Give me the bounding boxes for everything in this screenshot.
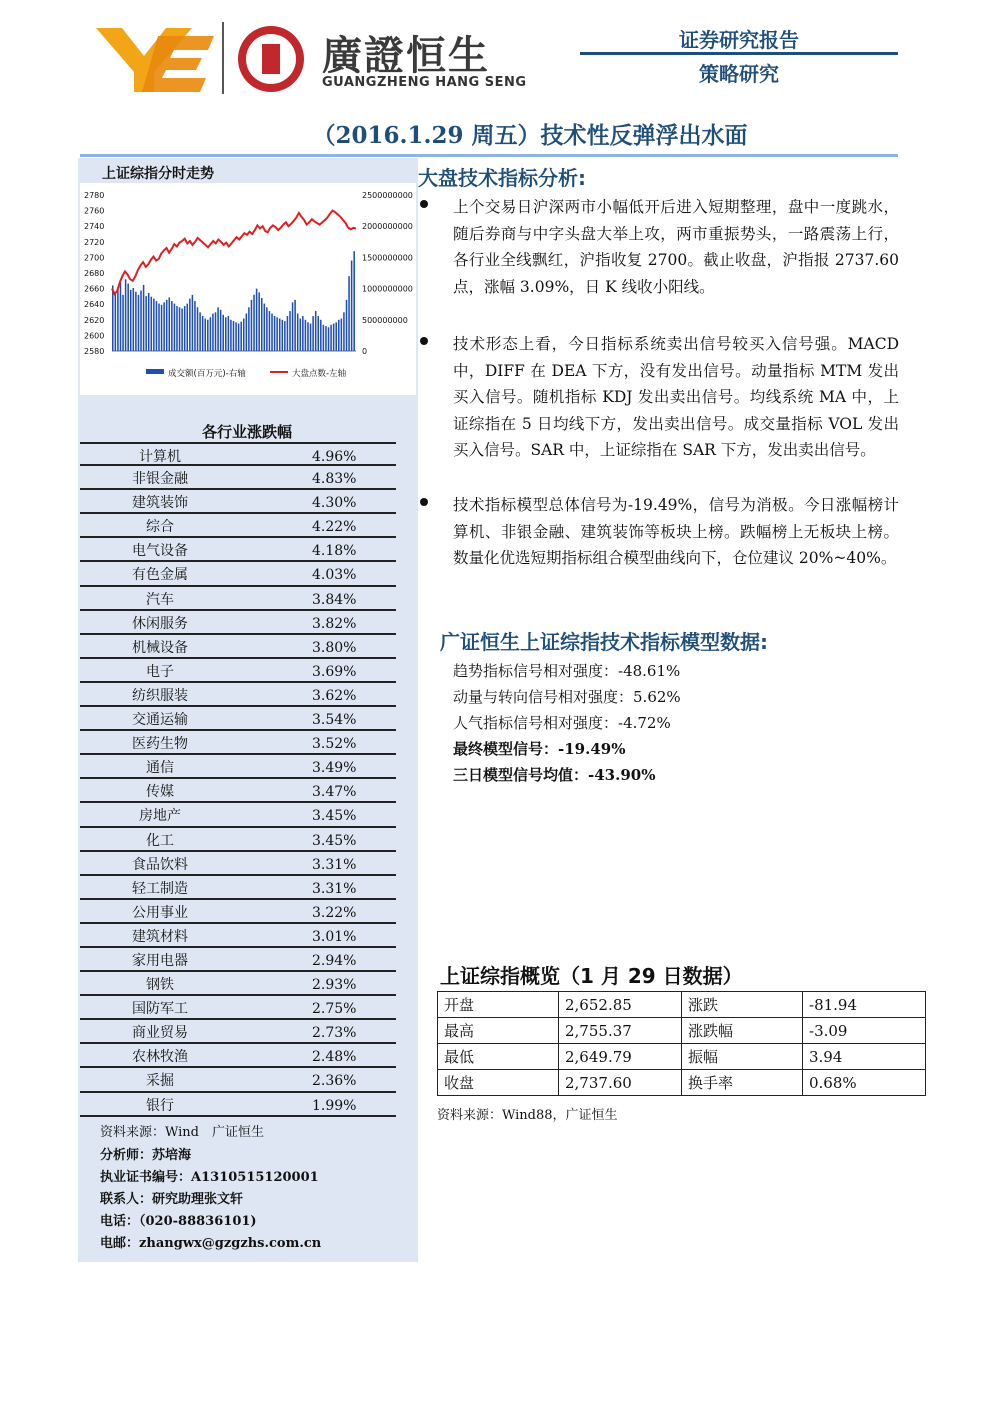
volume-bar <box>163 302 165 351</box>
bullet-icon <box>420 337 428 345</box>
y-left-tick-label: 2780 <box>84 191 105 200</box>
industry-change: 3.84% <box>312 591 357 608</box>
volume-bar <box>343 312 345 351</box>
brand-name-en: GUANGZHENG HANG SENG <box>322 75 527 90</box>
volume-bar <box>192 295 194 351</box>
volume-bar <box>220 310 222 351</box>
volume-bar <box>292 302 294 351</box>
table-row <box>80 828 396 852</box>
volume-bar <box>125 279 127 351</box>
contact-name: 研究助理张文轩 <box>152 1192 244 1207</box>
volume-bar <box>186 304 188 351</box>
industry-change: 3.69% <box>312 663 357 680</box>
industry-name: 轻工制造 <box>132 880 188 897</box>
industry-name: 纺织服装 <box>132 687 188 704</box>
industry-name: 房地产 <box>139 808 181 825</box>
volume-bar <box>138 295 140 351</box>
volume-bar <box>351 261 353 351</box>
table-row <box>80 611 396 635</box>
report-type: 证券研究报告 <box>679 28 799 52</box>
industry-name: 综合 <box>146 519 174 536</box>
cert-number: A1310515120001 <box>191 1170 319 1185</box>
overview-value: 2,652.85 <box>559 992 682 1018</box>
overview-label: 换手率 <box>682 1070 803 1096</box>
ye-logo-icon <box>96 22 214 94</box>
table-row <box>80 755 396 779</box>
industry-change: 4.96% <box>312 449 357 465</box>
industry-change: 4.18% <box>312 543 357 560</box>
table-row <box>80 1093 396 1117</box>
overview-label: 涨跌幅 <box>682 1018 803 1044</box>
email-line <box>100 1232 321 1251</box>
model-heading: 广证恒生上证综指技术指标模型数据: <box>440 630 768 654</box>
overview-value: -3.09 <box>803 1018 926 1044</box>
volume-bar <box>246 314 248 351</box>
industry-name: 农林牧渔 <box>132 1049 188 1066</box>
volume-bar <box>225 317 227 351</box>
volume-bar <box>176 306 178 351</box>
overview-heading: 上证综指概览（1 月 29 日数据） <box>440 964 743 988</box>
phone-number: （020-88836101) <box>139 1214 257 1229</box>
industry-change: 3.01% <box>312 928 357 945</box>
y-right-tick-label: 500000000 <box>362 315 408 325</box>
volume-bar <box>287 316 289 351</box>
industry-name: 建筑装饰 <box>132 495 188 512</box>
chart-svg <box>80 183 416 395</box>
industry-name: 商业贸易 <box>132 1025 188 1042</box>
industry-change: 3.47% <box>312 784 357 801</box>
legend-label-volume: 成交额(百万元)-右轴 <box>168 369 246 379</box>
volume-bar <box>266 307 268 351</box>
y-left-tick-label: 2580 <box>84 347 105 356</box>
industry-change: 3.62% <box>312 687 357 704</box>
table-row <box>80 1020 396 1044</box>
volume-bar <box>169 297 171 351</box>
volume-bar <box>184 306 186 351</box>
industry-name: 化工 <box>146 832 174 849</box>
volume-bar <box>199 312 201 351</box>
industry-name: 休闲服务 <box>132 615 188 632</box>
legend-swatch-volume <box>146 369 164 374</box>
y-left-tick-label: 2680 <box>84 269 105 278</box>
industry-name: 非银金融 <box>132 471 188 488</box>
industry-change: 2.48% <box>312 1049 357 1066</box>
industry-change: 3.54% <box>312 712 357 729</box>
volume-bar <box>289 311 291 351</box>
industry-name: 食品饮料 <box>132 856 188 873</box>
volume-bar <box>115 292 117 351</box>
volume-bar <box>261 298 263 351</box>
volume-bar <box>348 276 350 351</box>
model-line: 动量与转向信号相对强度：5.62% <box>453 688 681 706</box>
table-row <box>438 1018 926 1044</box>
overview-label: 振幅 <box>682 1044 803 1070</box>
volume-bar <box>279 319 281 351</box>
table-row <box>80 538 396 562</box>
volume-bar <box>127 284 129 351</box>
table-row <box>80 852 396 876</box>
volume-bar <box>269 311 271 351</box>
industry-table-title: 各行业涨跌幅 <box>201 423 292 441</box>
volume-bar <box>338 320 340 351</box>
volume-bar <box>153 299 155 351</box>
volume-bar <box>215 312 217 351</box>
volume-bar <box>248 307 250 351</box>
volume-bar <box>251 300 253 351</box>
industry-change: 3.52% <box>312 736 357 753</box>
volume-bar <box>264 304 266 351</box>
table-row <box>80 1044 396 1068</box>
volume-bar <box>271 314 273 351</box>
y-left-tick-label: 2660 <box>84 284 105 294</box>
table-row <box>80 562 396 586</box>
volume-bar <box>197 307 199 351</box>
volume-bar <box>330 325 332 351</box>
phone-label: 电话： <box>100 1214 140 1229</box>
index-line <box>112 211 356 295</box>
analysis-paragraph: 技术形态上看，今日指标系统卖出信号较买入信号强。MACD 中，DIFF 在 DEA 下方，没有发出信号。动量指标 MTM 发出买入信号。随机指标 KDJ 发出卖出信号。均线系统 MA 中，上证综指在 5 日均线下方，发出卖出信号。成交量指标 VOL 发出买入信号。SAR 中，上证综指在 SAR 下方，发出卖出信号。 <box>453 335 899 459</box>
analyst-line <box>100 1144 191 1163</box>
industry-name: 国防军工 <box>132 1001 188 1018</box>
overview-value: 2,737.60 <box>559 1070 682 1096</box>
industry-name: 建筑材料 <box>132 928 188 945</box>
volume-bar <box>161 305 163 351</box>
volume-bar <box>151 297 153 351</box>
volume-bar <box>297 314 299 351</box>
overview-value: 2,649.79 <box>559 1044 682 1070</box>
industry-name: 机械设备 <box>132 639 188 656</box>
volume-bar <box>312 316 314 351</box>
volume-bar <box>323 325 325 351</box>
table-row <box>80 1068 396 1092</box>
model-three-day-mean: 三日模型信号均值：-43.90% <box>453 766 656 784</box>
table-row <box>80 731 396 755</box>
industry-change: 3.45% <box>312 808 357 825</box>
industry-name: 采掘 <box>146 1073 174 1090</box>
volume-bar <box>120 282 122 351</box>
industry-change: 3.22% <box>312 904 357 921</box>
table-row <box>80 514 396 538</box>
overview-value: 2,755.37 <box>559 1018 682 1044</box>
y-left-tick-label: 2740 <box>84 222 105 232</box>
brand-name-cn: 廣證恒生 <box>322 33 490 79</box>
volume-bar <box>233 321 235 351</box>
overview-label: 开盘 <box>438 992 559 1018</box>
volume-bar <box>333 324 335 351</box>
contact-label: 联系人： <box>100 1192 153 1207</box>
phone-line <box>100 1210 257 1229</box>
volume-bar <box>243 319 245 351</box>
industry-change: 4.83% <box>312 471 357 488</box>
industry-change: 3.31% <box>312 880 357 897</box>
industry-name: 传媒 <box>146 784 174 801</box>
volume-bar <box>299 319 301 351</box>
bullet-icon <box>420 498 428 506</box>
overview-label: 最低 <box>438 1044 559 1070</box>
volume-bar <box>202 316 204 351</box>
title-rule <box>80 154 898 157</box>
industry-change: 3.31% <box>312 856 357 873</box>
model-line: 人气指标信号相对强度：-4.72% <box>453 714 671 732</box>
volume-bar <box>156 301 158 351</box>
volume-bar <box>305 320 307 351</box>
volume-bar <box>274 316 276 351</box>
volume-bar <box>174 304 176 351</box>
email-address[interactable]: zhangwx@gzgzhs.com.cn <box>139 1236 322 1251</box>
volume-bar <box>325 326 327 351</box>
industry-change: 3.45% <box>312 832 357 849</box>
volume-bar <box>282 320 284 351</box>
industry-name: 公用事业 <box>132 904 188 921</box>
industry-change: 4.30% <box>312 495 357 512</box>
cert-line <box>100 1166 319 1185</box>
table-row <box>80 972 396 996</box>
y-right-tick-label: 1500000000 <box>362 253 413 263</box>
table-row <box>80 587 396 611</box>
industry-name: 电子 <box>146 663 174 680</box>
industry-change: 4.03% <box>312 567 357 584</box>
volume-bar <box>335 322 337 351</box>
volume-bar <box>194 301 196 351</box>
volume-bar <box>166 300 168 351</box>
industry-name: 交通运输 <box>132 712 188 729</box>
model-line: 趋势指标信号相对强度：-48.61% <box>453 662 681 680</box>
analysis-paragraph: 上个交易日沪深两市小幅低开后进入短期整理，盘中一度跳水，随后券商与中字头盘大举上攻，两市重振势头，一路震荡上行，各行业全线飘红，沪指收复 2700。截止收盘，沪指报 2737.60 点，涨幅 3.09%，日 K 线收小阳线。 <box>453 198 899 296</box>
industry-name: 电气设备 <box>132 543 188 560</box>
y-left-tick-label: 2720 <box>84 237 105 247</box>
overview-table <box>437 991 926 1096</box>
overview-label: 最高 <box>438 1018 559 1044</box>
table-row <box>80 900 396 924</box>
volume-bar <box>258 292 260 351</box>
volume-bar <box>238 324 240 351</box>
volume-bar <box>353 251 355 351</box>
table-row <box>80 803 396 827</box>
industry-change: 2.94% <box>312 952 357 969</box>
industry-change: 1.99% <box>312 1097 357 1114</box>
volume-bar <box>222 315 224 351</box>
analyst-name: 苏培海 <box>152 1148 192 1163</box>
table-row <box>80 442 396 466</box>
report-category: 策略研究 <box>699 62 779 86</box>
table-row <box>80 635 396 659</box>
volume-bar <box>228 316 230 351</box>
industry-change: 2.75% <box>312 1001 357 1018</box>
volume-bar <box>328 327 330 351</box>
volume-bar <box>217 307 219 351</box>
page-title: （2016.1.29 周五）技术性反弹浮出水面 <box>312 122 748 149</box>
industry-change: 2.36% <box>312 1073 357 1090</box>
overview-label: 涨跌 <box>682 992 803 1018</box>
y-right-tick-label: 2000000000 <box>362 222 413 232</box>
table-row <box>80 996 396 1020</box>
volume-bar <box>207 320 209 351</box>
volume-bar <box>148 293 150 351</box>
industry-change: 3.80% <box>312 639 357 656</box>
volume-bar <box>317 316 319 351</box>
overview-value: -81.94 <box>803 992 926 1018</box>
volume-bar <box>320 320 322 351</box>
industry-name: 家用电器 <box>132 952 188 969</box>
volume-bar <box>310 324 312 351</box>
volume-bar <box>117 287 119 351</box>
y-right-tick-label: 0 <box>362 347 368 356</box>
volume-bar <box>253 295 255 351</box>
industry-change: 4.22% <box>312 519 357 536</box>
analysis-paragraph: 技术指标模型总体信号为-19.49%，信号为消极。今日涨幅榜计算机、非银金融、建筑装饰等板块上榜。跌幅榜上无板块上榜。数量化优选短期指标组合模型曲线向下，仓位建议 20%~40%。 <box>453 496 899 567</box>
industry-table <box>80 442 396 1117</box>
volume-bar <box>130 290 132 351</box>
volume-bar <box>302 316 304 351</box>
table-row <box>438 1070 926 1096</box>
chart-title: 上证综指分时走势 <box>102 166 214 182</box>
overview-value: 0.68% <box>803 1070 926 1096</box>
overview-value: 3.94 <box>803 1044 926 1070</box>
overview-source: 资料来源：Wind88，广证恒生 <box>437 1108 618 1123</box>
volume-bar <box>294 300 296 351</box>
analyst-label: 分析师： <box>100 1148 153 1163</box>
volume-bar <box>158 304 160 351</box>
volume-bar <box>256 289 258 351</box>
volume-bar <box>346 300 348 351</box>
volume-bar <box>143 285 145 351</box>
industry-change: 2.73% <box>312 1025 357 1042</box>
volume-bar <box>204 319 206 351</box>
bullet-icon <box>420 200 428 208</box>
table-row <box>80 490 396 514</box>
volume-bar <box>145 296 147 351</box>
industry-name: 汽车 <box>146 591 174 608</box>
volume-bar <box>240 322 242 351</box>
seal-icon <box>238 26 304 92</box>
overview-label: 收盘 <box>438 1070 559 1096</box>
table-row <box>80 924 396 948</box>
table-row <box>80 683 396 707</box>
volume-bar <box>284 321 286 351</box>
volume-bar <box>135 292 137 351</box>
header-rule <box>580 52 898 55</box>
volume-bar <box>122 295 124 351</box>
y-left-tick-label: 2640 <box>84 300 105 310</box>
volume-bar <box>230 320 232 351</box>
volume-bar <box>171 301 173 351</box>
volume-bar <box>307 322 309 351</box>
industry-name: 钢铁 <box>146 977 174 994</box>
volume-bar <box>235 322 237 351</box>
table-row <box>80 466 396 490</box>
industry-name: 有色金属 <box>132 567 188 584</box>
y-left-tick-label: 2700 <box>84 253 105 263</box>
email-label: 电邮： <box>100 1236 140 1251</box>
volume-bar <box>315 311 317 351</box>
volume-bar <box>276 317 278 351</box>
y-left-tick-label: 2620 <box>84 315 105 325</box>
volume-bar <box>179 307 181 351</box>
industry-change: 3.49% <box>312 760 357 777</box>
volume-bar <box>212 314 214 351</box>
industry-name: 通信 <box>146 760 174 777</box>
logo-divider <box>222 22 224 94</box>
volume-bar <box>133 288 135 351</box>
y-right-tick-label: 1000000000 <box>362 284 413 294</box>
volume-bar <box>181 309 183 351</box>
table-row <box>80 948 396 972</box>
industry-name: 计算机 <box>139 449 181 465</box>
industry-name: 银行 <box>146 1097 174 1114</box>
cert-label: 执业证书编号： <box>100 1170 192 1185</box>
legend-label-index: 大盘点数-左轴 <box>292 369 347 379</box>
model-final-signal: 最终模型信号：-19.49% <box>453 740 626 758</box>
contact-line <box>100 1188 243 1207</box>
table-row <box>80 659 396 683</box>
industry-change: 2.93% <box>312 977 357 994</box>
y-left-tick-label: 2760 <box>84 206 105 216</box>
volume-bar <box>189 299 191 351</box>
table-row <box>80 779 396 803</box>
volume-bar <box>112 285 114 351</box>
analysis-heading: 大盘技术指标分析: <box>418 166 586 190</box>
y-left-tick-label: 2600 <box>84 331 105 341</box>
volume-bar <box>210 317 212 351</box>
volume-bar <box>341 319 343 351</box>
intraday-chart <box>80 183 416 395</box>
table-row <box>438 1044 926 1070</box>
table-row <box>80 876 396 900</box>
y-right-tick-label: 2500000000 <box>362 191 413 200</box>
sidebar-source: 资料来源：Wind 广证恒生 <box>100 1125 264 1140</box>
table-row <box>438 992 926 1018</box>
industry-change: 3.82% <box>312 615 357 632</box>
volume-bar <box>140 290 142 351</box>
table-row <box>80 707 396 731</box>
industry-name: 医药生物 <box>132 736 188 753</box>
